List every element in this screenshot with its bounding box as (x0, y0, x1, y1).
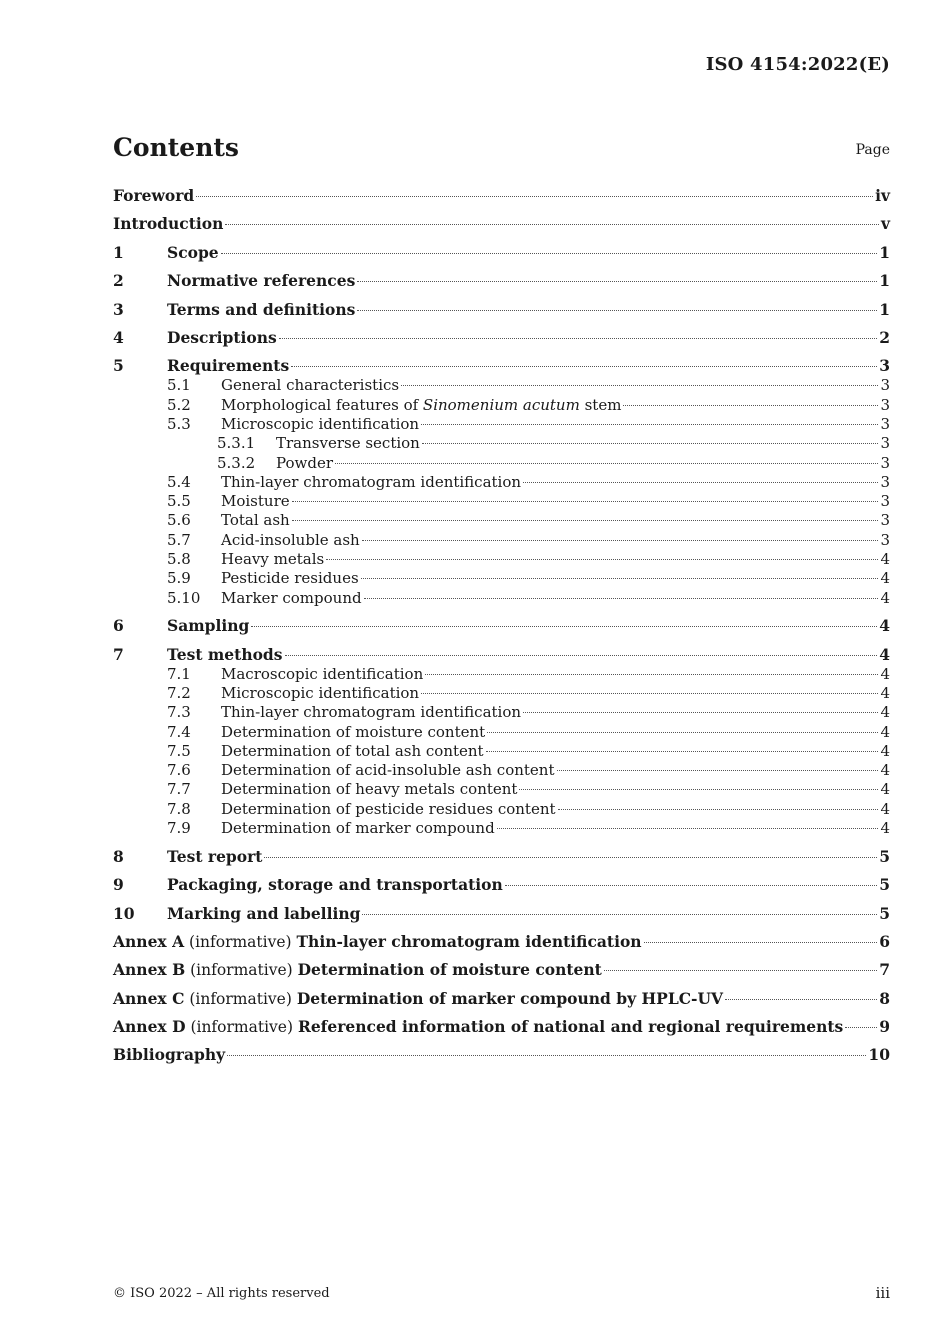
toc-entry-page: v (880, 214, 890, 234)
toc-entry-number: 5.4 (167, 472, 191, 491)
dot-leader (285, 655, 878, 656)
toc-entry-page: 3 (880, 472, 890, 491)
toc-entry-page: 7 (879, 960, 890, 980)
toc-entry-title: Determination of heavy metals content (221, 780, 518, 799)
toc-entry-title: Total ash (221, 511, 290, 530)
toc-entry[interactable] (113, 434, 890, 453)
toc-entry-number: 7.7 (167, 780, 191, 799)
toc-entry-page: 4 (879, 644, 890, 664)
toc-entry[interactable] (113, 703, 890, 722)
toc-entry-number: 5.10 (167, 588, 201, 607)
toc-entry-page: 9 (879, 1017, 890, 1037)
toc-entry[interactable] (113, 723, 890, 742)
dot-leader (421, 424, 878, 425)
dot-leader (644, 942, 878, 943)
toc-entry-title (113, 1017, 843, 1037)
dot-leader (519, 789, 878, 790)
toc-entry[interactable] (113, 800, 890, 819)
toc-entry-page: 2 (879, 327, 890, 347)
toc-entry-page: 4 (880, 569, 890, 588)
toc-entry-page: 4 (880, 550, 890, 569)
toc-entry-title: Test methods (167, 644, 283, 664)
toc-entry-number: 5.2 (167, 395, 191, 414)
toc-entry[interactable] (113, 875, 890, 895)
toc-annex-entry[interactable] (113, 932, 890, 952)
toc-entry-title: Determination of acid-insoluble ash content (221, 761, 555, 780)
toc-entry-number: 4 (113, 327, 124, 347)
annex-title: Determination of moisture content (297, 960, 602, 980)
toc-entry-number: 7.1 (167, 664, 191, 683)
toc-entry-number: 3 (113, 299, 124, 319)
toc-entry[interactable] (113, 742, 890, 761)
toc-entry-page: 4 (880, 722, 890, 741)
toc-entry-page: 3 (879, 356, 890, 376)
toc-entry-number: 5.1 (167, 376, 191, 395)
toc-entry-number: 7.6 (167, 761, 191, 780)
toc-entry-page: 1 (879, 271, 890, 291)
annex-type: (informative) (185, 1018, 298, 1037)
toc-entry[interactable] (113, 454, 890, 473)
toc-entry-title: Determination of marker compound (221, 819, 495, 838)
dot-leader (362, 914, 877, 915)
toc-entry-page: 3 (880, 395, 890, 414)
toc-entry-number: 5.3.2 (217, 453, 256, 472)
dot-leader (221, 253, 878, 254)
toc-entry-page: 4 (880, 703, 890, 722)
toc-entry-number: 5.8 (167, 550, 191, 569)
title-part: stem (579, 395, 622, 414)
toc-entry[interactable] (113, 328, 890, 348)
toc-entry-title: Introduction (113, 214, 224, 234)
toc-entry-title: Microscopic identification (221, 414, 420, 433)
annex-title: Thin-layer chromatogram identification (296, 931, 642, 951)
annex-type: (informative) (184, 989, 297, 1008)
toc-entry-page: 4 (880, 761, 890, 780)
toc-entry-page: 4 (880, 780, 890, 799)
dot-leader (251, 626, 877, 627)
toc-entry-number: 5.9 (167, 569, 191, 588)
toc-entry-number: 7.9 (167, 819, 191, 838)
toc-entry-title: Normative references (167, 271, 356, 291)
toc-entry-number: 7.5 (167, 741, 191, 760)
toc-entry-title: Heavy metals (221, 550, 325, 569)
toc-entry-number: 6 (113, 616, 124, 636)
dot-leader (497, 828, 879, 829)
toc-entry-page: 4 (880, 819, 890, 838)
toc-entry[interactable] (113, 847, 890, 867)
toc-entry-title: Sampling (167, 616, 250, 636)
dot-leader (421, 693, 878, 694)
toc-entry[interactable] (113, 569, 890, 588)
toc-entry-title: Terms and definitions (167, 299, 356, 319)
toc-entry-title: Determination of total ash content (221, 741, 484, 760)
dot-leader (725, 999, 877, 1000)
dot-leader (361, 578, 879, 579)
toc-entry[interactable] (113, 1045, 890, 1065)
toc-entry[interactable] (113, 300, 890, 320)
toc-entry-title: Marking and labelling (167, 903, 361, 923)
toc-entry-number: 7.2 (167, 683, 191, 702)
toc-entry[interactable] (113, 645, 890, 665)
toc-entry-number: 10 (113, 903, 135, 923)
dot-leader (279, 338, 877, 339)
toc-entry-page: 3 (880, 530, 890, 549)
dot-leader (558, 809, 879, 810)
toc-entry-page: 3 (880, 376, 890, 395)
toc-entry[interactable] (113, 531, 890, 550)
toc-entry-number: 8 (113, 846, 124, 866)
dot-leader (422, 443, 879, 444)
dot-leader (264, 857, 877, 858)
toc-entry-title: Marker compound (221, 588, 362, 607)
toc-entry[interactable] (113, 904, 890, 924)
toc-annex-entry[interactable] (113, 960, 890, 980)
toc-entry[interactable] (113, 186, 890, 206)
toc-entry-page: 3 (880, 414, 890, 433)
toc-entry-page: 10 (868, 1045, 890, 1065)
toc-entry-title: Moisture (221, 492, 290, 511)
toc-entry-title: Determination of pesticide residues content (221, 799, 556, 818)
dot-leader (364, 598, 879, 599)
toc-entry-page: 1 (879, 299, 890, 319)
toc-entry[interactable] (113, 376, 890, 395)
dot-leader (487, 732, 878, 733)
toc-entry[interactable] (113, 550, 890, 569)
contents-heading: Contents (113, 133, 240, 162)
toc-entry-title: Determination of moisture content (221, 722, 486, 741)
toc-entry-page: 3 (880, 434, 890, 453)
toc-entry-page: 4 (880, 588, 890, 607)
toc-entry-number: 7.4 (167, 722, 191, 741)
toc-entry[interactable] (113, 214, 890, 234)
dot-leader (557, 770, 879, 771)
toc-entry-page: 4 (880, 741, 890, 760)
toc-entry-title (113, 989, 723, 1009)
toc-entry[interactable] (113, 761, 890, 780)
annex-label: Annex B (113, 960, 186, 980)
dot-leader (486, 751, 879, 752)
toc-entry-page: iv (875, 186, 890, 205)
toc-entry-page: 4 (880, 683, 890, 702)
toc-entry-number: 7 (113, 644, 124, 664)
annex-title: Determination of marker compound by HPLC-UV (296, 988, 724, 1008)
toc-entry-title: Bibliography (113, 1045, 226, 1065)
toc-entry-number: 2 (113, 271, 124, 291)
toc-entry-number: 5.5 (167, 492, 191, 511)
dot-leader (362, 540, 879, 541)
copyright-notice: © ISO 2022 – All rights reserved (113, 1286, 330, 1301)
dot-leader (505, 885, 877, 886)
toc-entry-number: 5.7 (167, 530, 191, 549)
toc-entry-page: 5 (879, 875, 890, 895)
toc-entry-title: Pesticide residues (221, 569, 359, 588)
dot-leader (523, 712, 878, 713)
dot-leader (357, 310, 877, 311)
toc-entry-title: Foreword (113, 186, 195, 205)
toc-entry[interactable] (113, 684, 890, 703)
page-column-label: Page (855, 142, 890, 158)
toc-entry-title: General characteristics (221, 376, 400, 395)
dot-leader (425, 674, 878, 675)
toc-entry[interactable] (113, 819, 890, 838)
toc-entry[interactable] (113, 589, 890, 608)
toc-entry-page: 4 (880, 664, 890, 683)
table-of-contents (113, 186, 890, 1065)
toc-entry-number: 5.3.1 (217, 434, 256, 453)
toc-entry-title (113, 932, 642, 952)
dot-leader (357, 281, 877, 282)
toc-entry-page: 3 (880, 453, 890, 472)
toc-entry[interactable] (113, 243, 890, 263)
toc-entry-number: 5.6 (167, 511, 191, 530)
toc-entry-number: 1 (113, 242, 124, 262)
dot-leader (225, 224, 879, 225)
toc-entry-title: Macroscopic identification (221, 664, 424, 683)
dot-leader (604, 970, 877, 971)
annex-type: (informative) (185, 961, 298, 980)
dot-leader (227, 1055, 866, 1056)
toc-entry-page: 8 (879, 988, 890, 1008)
annex-type: (informative) (184, 932, 297, 951)
toc-entry-page: 3 (880, 511, 890, 530)
dot-leader (292, 520, 879, 521)
toc-entry[interactable] (113, 511, 890, 530)
toc-entry-page: 3 (880, 492, 890, 511)
toc-entry-title: Microscopic identification (221, 683, 420, 702)
dot-leader (335, 463, 878, 464)
toc-entry-title: Transverse section (276, 434, 420, 453)
toc-entry-page: 4 (880, 799, 890, 818)
toc-entry-title: Thin-layer chromatogram identification (221, 472, 522, 491)
toc-entry[interactable] (113, 396, 890, 415)
dot-leader (291, 366, 877, 367)
toc-entry-title (113, 960, 602, 980)
species-name: Sinomenium acutum (422, 395, 580, 414)
document-id: ISO 4154:2022(E) (705, 54, 890, 75)
toc-annex-entry[interactable] (113, 1017, 890, 1037)
dot-leader (326, 559, 878, 560)
toc-entry-title (221, 396, 621, 415)
annex-label: Annex D (113, 1017, 186, 1037)
toc-entry-title: Thin-layer chromatogram identification (221, 703, 522, 722)
toc-entry-title: Packaging, storage and transportation (167, 875, 503, 895)
toc-entry-page: 6 (879, 931, 890, 951)
toc-entry-page: 5 (879, 903, 890, 923)
toc-entry-title: Requirements (167, 356, 290, 376)
dot-leader (292, 501, 879, 502)
toc-entry-title: Descriptions (167, 327, 277, 347)
toc-entry[interactable] (113, 356, 890, 376)
toc-entry[interactable] (113, 665, 890, 684)
toc-entry-page: 4 (879, 616, 890, 636)
toc-entry-number: 7.3 (167, 703, 191, 722)
toc-entry-number: 5 (113, 356, 124, 376)
toc-entry[interactable] (113, 492, 890, 511)
dot-leader (623, 405, 878, 406)
toc-entry-number: 5.3 (167, 414, 191, 433)
toc-entry[interactable] (113, 616, 890, 636)
annex-title: Referenced information of national and regional requirements (297, 1017, 844, 1037)
toc-entry[interactable] (113, 415, 890, 434)
toc-entry-number: 9 (113, 875, 124, 895)
toc-entry-title: Powder (276, 453, 334, 472)
toc-entry[interactable] (113, 780, 890, 799)
title-part: Morphological features of (221, 395, 423, 414)
dot-leader (196, 196, 873, 197)
page-number: iii (875, 1284, 890, 1302)
toc-annex-entry[interactable] (113, 989, 890, 1009)
toc-entry[interactable] (113, 271, 890, 291)
toc-entry-title: Acid-insoluble ash (221, 530, 360, 549)
dot-leader (523, 482, 878, 483)
toc-entry-title: Scope (167, 242, 219, 262)
annex-label: Annex C (113, 988, 185, 1008)
toc-entry-title: Test report (167, 846, 263, 866)
dot-leader (401, 385, 878, 386)
toc-entry-number: 7.8 (167, 799, 191, 818)
toc-entry-page: 5 (879, 846, 890, 866)
annex-label: Annex A (113, 931, 185, 951)
toc-entry-page: 1 (879, 242, 890, 262)
dot-leader (845, 1027, 877, 1028)
toc-entry[interactable] (113, 473, 890, 492)
